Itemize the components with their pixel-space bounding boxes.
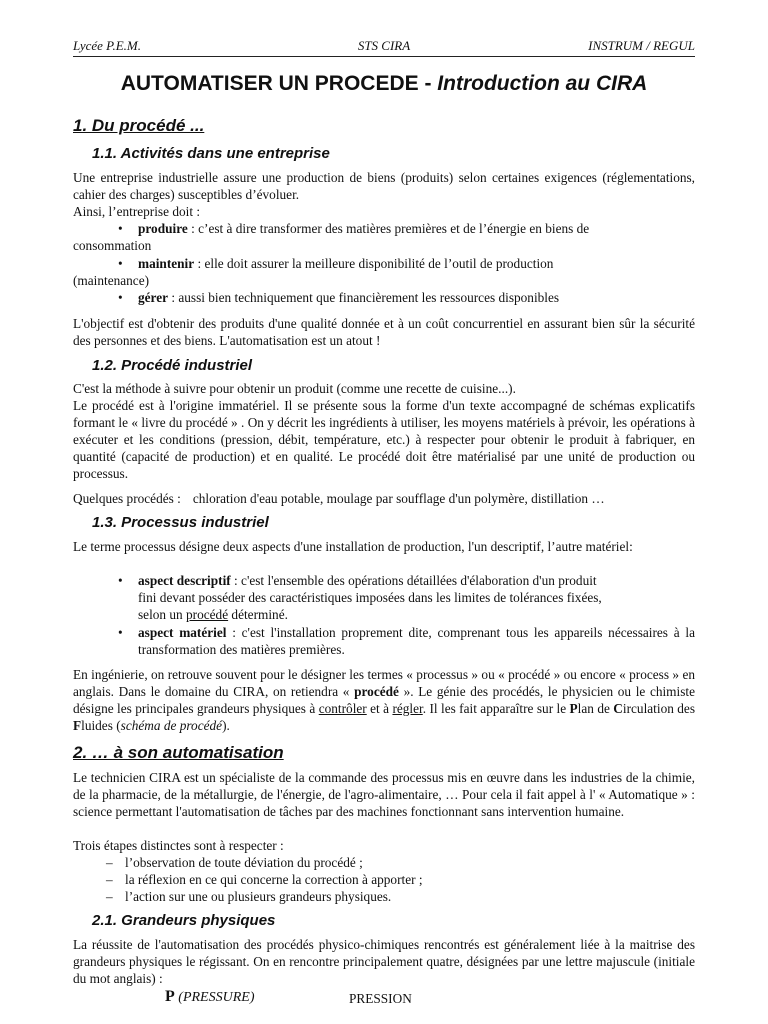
term-procede: procédé	[354, 684, 399, 699]
quantity-english: (PRESSURE)	[178, 990, 255, 1005]
list-cont: consommation	[73, 238, 152, 253]
section-1-heading: 1. Du procédé ...	[73, 116, 205, 135]
header-center: STS CIRA	[357, 38, 411, 53]
text: et à	[366, 701, 393, 716]
dash-item: – l’action sur une ou plusieurs grandeurs physiques.	[106, 889, 392, 904]
term-gerer: gérer	[138, 290, 169, 305]
s11-objectif: L'objectif est d'obtenir des produits d'une qualité donnée et à un coût concurrentiel en assurant bien sûr la sécurité des personnes et des biens. L'automatisation est un atout !	[73, 316, 695, 348]
list-item-materiel: • aspect matériel : c'est l'installation proprement dite, comprenant tous les appareils nécessaires à la transformation des matières premières.	[118, 625, 695, 657]
text: irculation des	[622, 701, 695, 716]
s13-p1: Le terme processus désigne deux aspects d'une installation de production, l'un descriptif, l’autre matériel:	[73, 539, 633, 554]
header-left: Lycée P.E.M.	[73, 38, 141, 53]
list-text: : c’est à dire transformer des matières premières et de l’énergie en biens de	[187, 221, 590, 236]
text: En ingénierie, on retrouve souvent pour le désigner les termes « processus » ou « procédé » ou encore « process » en anglais. Dans le domaine du CIRA, on retiendra «	[73, 667, 695, 699]
s12-p1: C'est la méthode à suivre pour obtenir un produit (comme une recette de cuisine...).	[73, 381, 516, 396]
list-text: : c'est l'installation proprement dite, comprenant tous les appareils nécessaires à la transformation des matières premières.	[138, 625, 695, 657]
text: ).	[222, 718, 230, 733]
term-maintenir: maintenir	[138, 256, 195, 271]
s11-ainsi: Ainsi, l’entreprise doit :	[73, 204, 201, 219]
quantity-french: PRESSION	[349, 991, 412, 1006]
page-header	[73, 38, 695, 57]
dash-text: la réflexion en ce qui concerne la correction à apporter ;	[125, 872, 423, 887]
list-text: : aussi bien techniquement que financièrement les ressources disponibles	[168, 290, 560, 305]
dash-item: – l’observation de toute déviation du procédé ;	[106, 855, 363, 870]
list-text: : c'est l'ensemble des opérations détaillées d'élaboration d'un produit	[230, 573, 597, 588]
list-text: déterminé.	[228, 607, 288, 622]
text: lan de	[577, 701, 614, 716]
text: . Il les fait apparaître sur le	[422, 701, 570, 716]
section-2-heading: 2. … à son automatisation	[73, 743, 284, 762]
header-right: INSTRUM / REGUL	[588, 38, 695, 53]
regler-underlined: régler	[392, 701, 423, 716]
s12-p3-text: chloration d'eau potable, moulage par soufflage d'un polymère, distillation …	[192, 491, 605, 506]
section-1-3-heading: 1.3. Processus industriel	[92, 514, 269, 531]
initial-p: P	[569, 701, 578, 716]
list-item-gerer: • gérer : aussi bien techniquement que financièrement les ressources disponibles	[118, 290, 560, 305]
list-item-maintenir: • maintenir : elle doit assurer la meilleure disponibilité de l’outil de production	[118, 256, 554, 271]
quantity-row-pressure	[165, 988, 254, 1006]
s11-intro: Une entreprise industrielle assure une production de biens (produits) selon certaines exigences (réglementations, cahier des charges) susceptibles d’évoluer.	[73, 170, 695, 202]
title-sub: Introduction au CIRA	[437, 72, 648, 95]
s2-etapes: Trois étapes distinctes sont à respecter :	[73, 838, 284, 853]
procede-underlined: procédé	[186, 607, 229, 622]
list-cont: (maintenance)	[73, 273, 150, 288]
s21-p1: La réussite de l'automatisation des procédés physico-chimiques rencontrés est généralement liée à la maitrise des grandeurs physiques le régissant. On en rencontre principalement quatre, désignées par une lettre majuscule (initiale du mot anglais) :	[73, 937, 695, 986]
list-text: fini devant posséder des caractéristiques imposées dans les limites de tolérances fixées,	[138, 590, 602, 605]
section-1-2-heading: 1.2. Procédé industriel	[92, 357, 253, 374]
list-text: : elle doit assurer la meilleure disponibilité de l’outil de production	[194, 256, 554, 271]
document-title	[73, 72, 695, 96]
term-materiel: aspect matériel	[138, 625, 227, 640]
initial-f: F	[73, 718, 82, 733]
section-1-1-heading: 1.1. Activités dans une entreprise	[92, 145, 330, 162]
text: luides (	[81, 718, 121, 733]
dash-text: l’observation de toute déviation du procédé ;	[125, 855, 363, 870]
term-produire: produire	[138, 221, 188, 236]
controler-underlined: contrôler	[318, 701, 367, 716]
list-item-descriptif: • aspect descriptif : c'est l'ensemble des opérations détaillées d'élaboration d'un produit fini devant posséder des caractéristiques imposées dans les limites de tolérances fixées, selon un procédé déterminé.	[118, 573, 602, 622]
list-text: selon un	[138, 607, 187, 622]
quantity-letter: P	[165, 988, 175, 1005]
s12-p2: Le procédé est à l'origine immatériel. Il se présente sous la forme d'un texte accompagné de schémas explicatifs formant le « livre du procédé » . On y décrit les ingrédients à utiliser, les moyens matériels à prévoir, les opérations à exécuter et les conditions (pression, débit, température, etc.) à respecter pour obtenir le produit à fabriquer, en quantité (capacité de production) et en qualité. Le procédé doit être matérialisé par une unité de production ou processus.	[73, 398, 695, 481]
section-2-1-heading: 2.1. Grandeurs physiques	[92, 912, 276, 929]
s2-p1: Le technicien CIRA est un spécialiste de la commande des processus mis en œuvre dans les industries de la chimie, de la pharmacie, de la métallurgie, de l'énergie, de l'agro-alimentaire, … Pour cela il fait appel à l' « Automatique » : science permettant l'automatisation de tâches par des machines fonctionnant sans intervention humaine.	[73, 770, 695, 819]
term-descriptif: aspect descriptif	[138, 573, 231, 588]
text: ». Le génie des procédés, le physicien ou le chimiste désigne les principales grandeurs physiques à	[73, 684, 695, 716]
dash-text: l’action sur une ou plusieurs grandeurs physiques.	[125, 889, 392, 904]
s12-p3	[73, 490, 605, 507]
schema-italic: schéma de procédé	[120, 718, 223, 733]
initial-c: C	[613, 701, 623, 716]
s12-p3-label: Quelques procédés :	[73, 491, 181, 506]
s13-p2	[73, 666, 695, 734]
dash-item: – la réflexion en ce qui concerne la correction à apporter ;	[106, 872, 423, 887]
list-item-produire: • produire : c’est à dire transformer des matières premières et de l’énergie en biens de	[118, 221, 590, 236]
title-main: AUTOMATISER UN PROCEDE -	[120, 72, 432, 95]
